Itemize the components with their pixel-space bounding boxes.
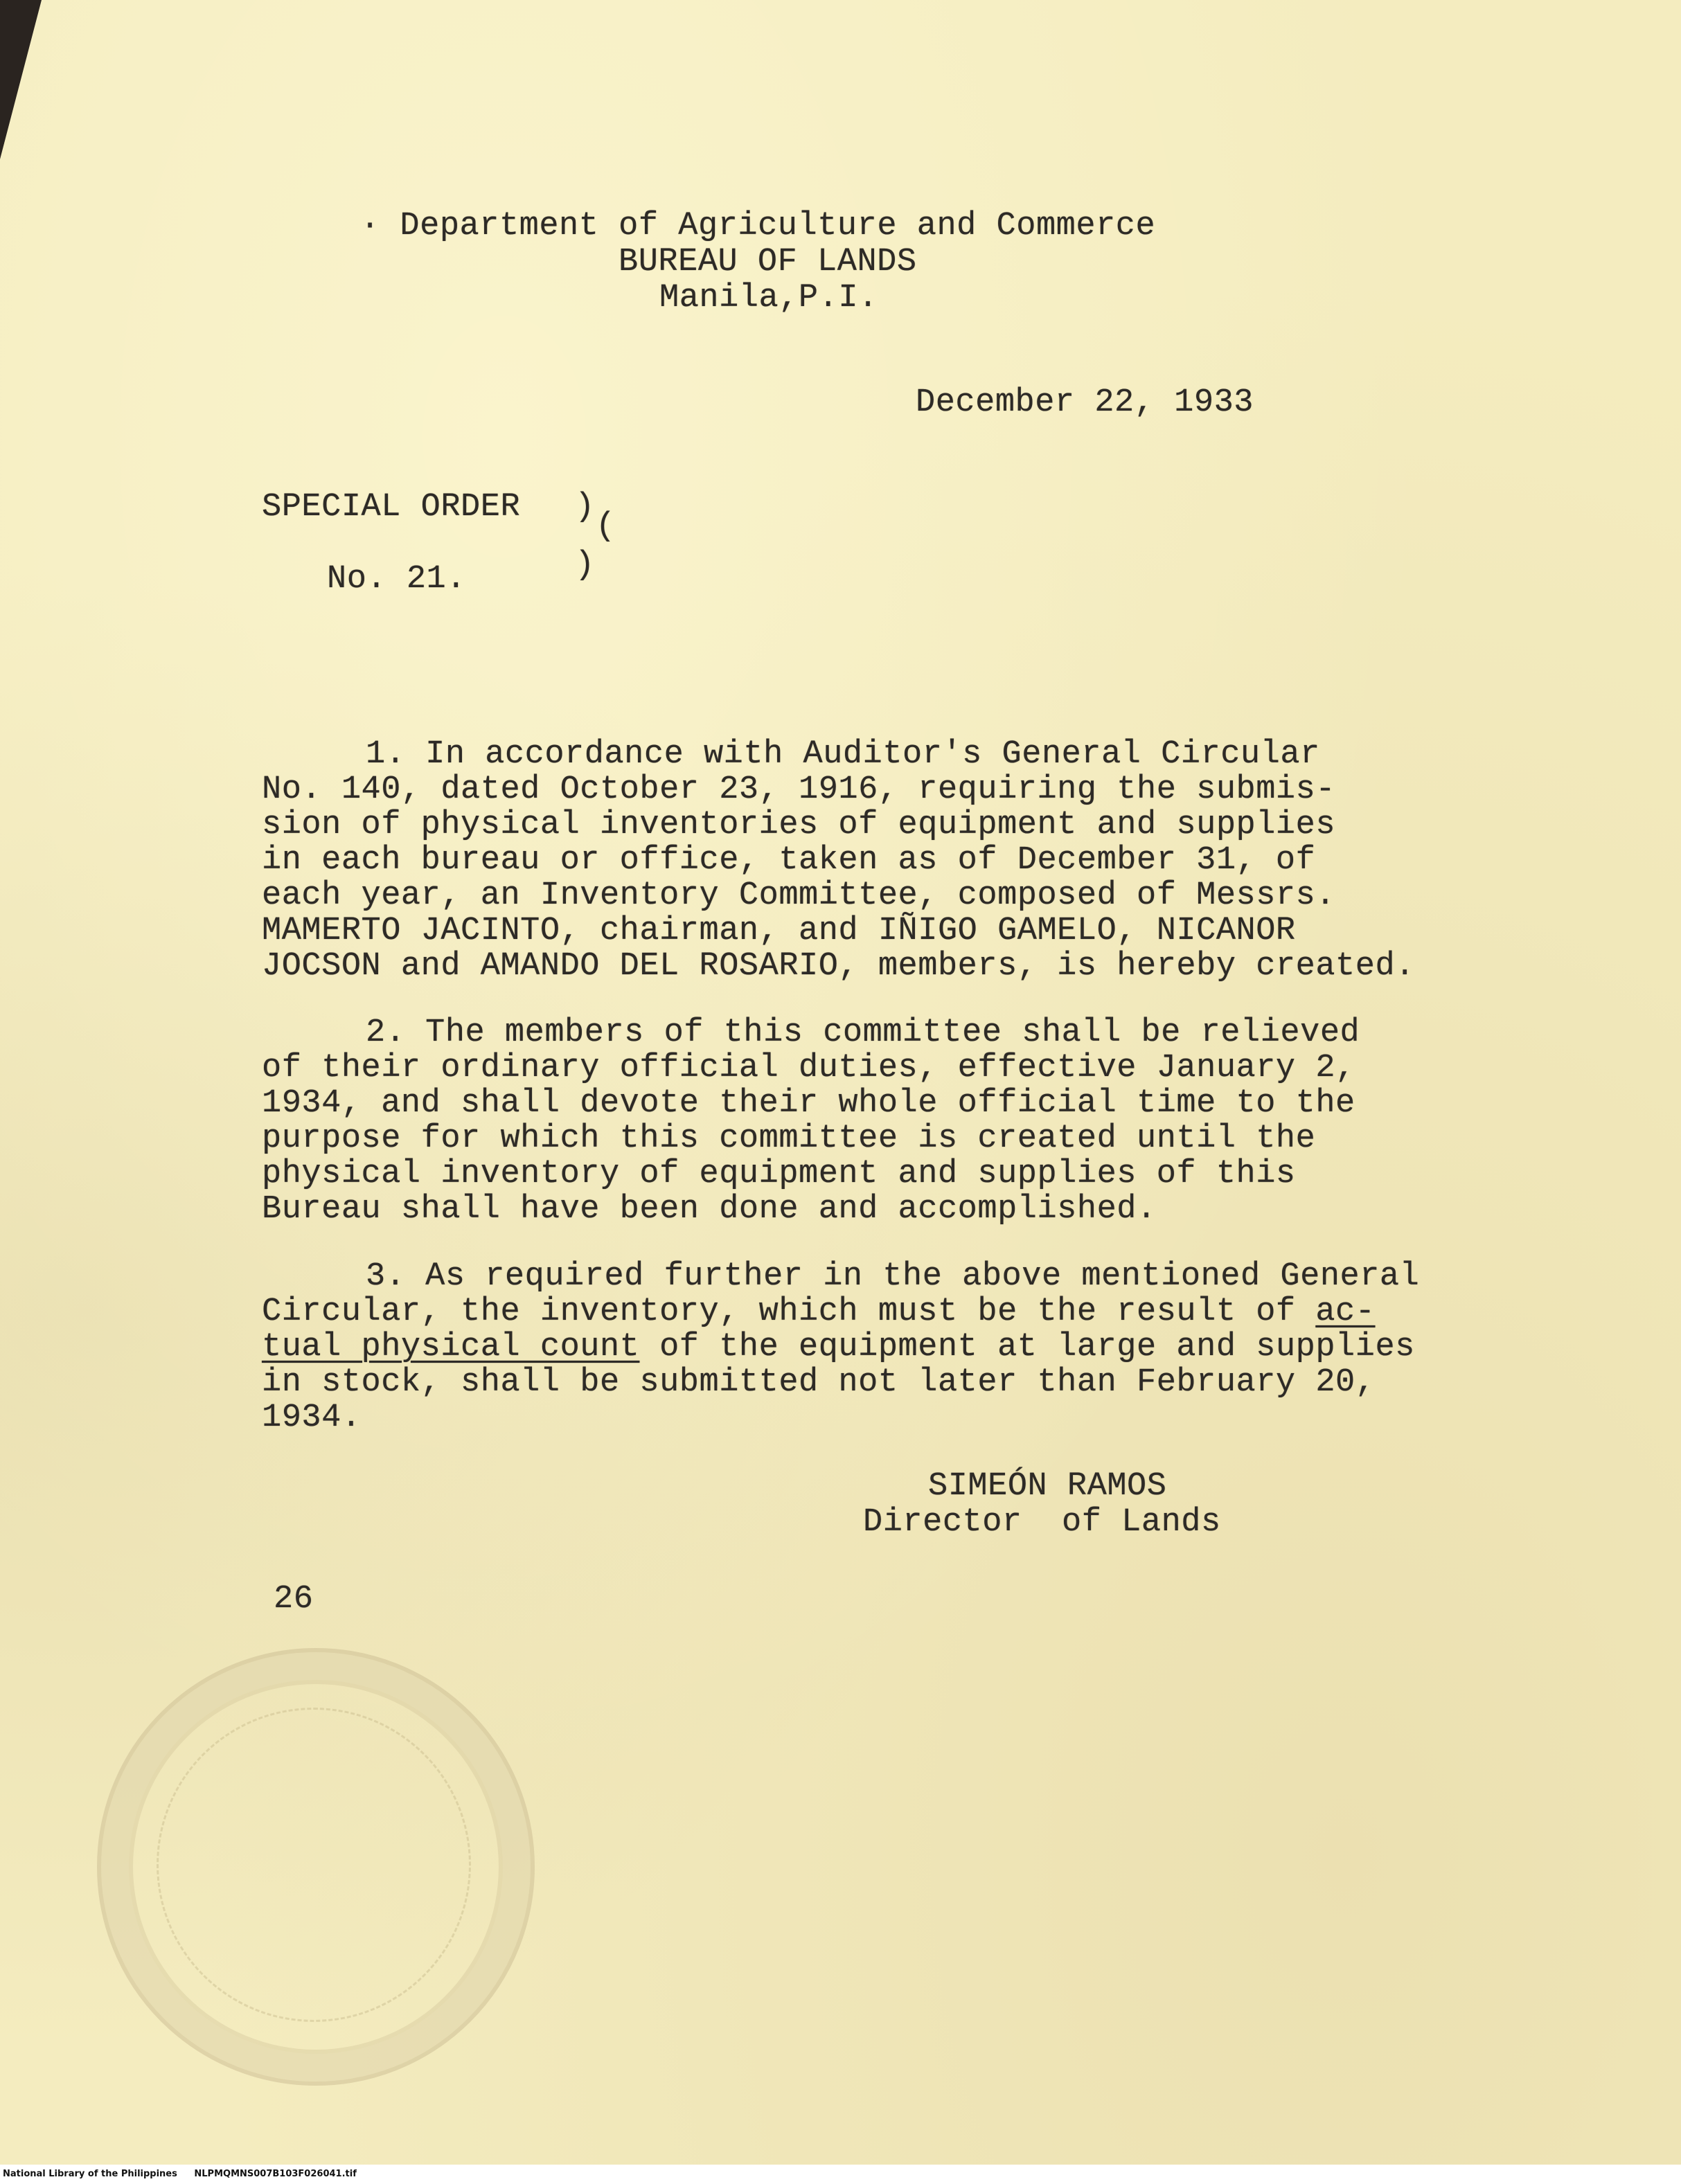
- paragraph-3-line: 1934.: [262, 1399, 362, 1436]
- letterhead-department: · Department of Agriculture and Commerce: [360, 208, 1156, 244]
- paragraph-2-line: 1934, and shall devote their whole official time to the: [262, 1085, 1355, 1122]
- special-order-number: No. 21.: [327, 561, 466, 598]
- paragraph-2-line: purpose for which this committee is created until the: [262, 1120, 1316, 1157]
- signature-name: SIMEÓN RAMOS: [928, 1468, 1167, 1505]
- paragraph-1-line: No. 140, dated October 23, 1916, requiring the submis-: [262, 771, 1336, 808]
- paragraph-2-line: Bureau shall have been done and accomplished.: [262, 1191, 1157, 1228]
- letterhead-bureau: BUREAU OF LANDS: [619, 244, 917, 280]
- paragraph-2-line: of their ordinary official duties, effective January 2,: [262, 1050, 1355, 1086]
- paragraph-1-line: JOCSON and AMANDO DEL ROSARIO, members, is hereby created.: [262, 948, 1415, 985]
- paragraph-3-line: [262, 1294, 1419, 1330]
- paragraph-3-line: 3. As required further in the above mentioned General: [366, 1258, 1420, 1295]
- paragraph-1-line: 1. In accordance with Auditor's General Circular: [366, 736, 1320, 773]
- paragraph-1-line: MAMERTO JACINTO, chairman, and IÑIGO GAMELO, NICANOR: [262, 913, 1296, 949]
- embossed-seal-inner-ring: [157, 1708, 471, 2022]
- paragraph-1-line: each year, an Inventory Committee, composed of Messrs.: [262, 877, 1336, 914]
- document-date: December 22, 1933: [916, 384, 1254, 421]
- paragraph-3-line: in stock, shall be submitted not later than February 20,: [262, 1364, 1376, 1401]
- bracket-top: ): [575, 489, 595, 526]
- paragraph-2-line: physical inventory of equipment and supplies of this: [262, 1156, 1296, 1192]
- letterhead-location: Manila,P.I.: [659, 280, 878, 316]
- bracket-bottom: ): [575, 547, 595, 584]
- signature-title: Director of Lands: [863, 1504, 1221, 1541]
- paragraph-3-text: of the equipment at large and supplies: [639, 1329, 1415, 1366]
- scan-footer: [0, 2165, 1681, 2184]
- paragraph-2-line: 2. The members of this committee shall be relieved: [366, 1014, 1360, 1051]
- torn-corner: [0, 0, 42, 159]
- embossed-seal: [97, 1648, 535, 2086]
- footer-library: National Library of the Philippines: [3, 2169, 177, 2179]
- page-number: 26: [274, 1581, 314, 1618]
- special-order-title: SPECIAL ORDER: [262, 489, 521, 526]
- footer-file-id: NLPMQMNS007B103F026041.tif: [194, 2169, 357, 2179]
- bracket-mid: (: [596, 508, 616, 545]
- paragraph-3-text: Circular, the inventory, which must be the result of: [262, 1294, 1316, 1330]
- paragraph-3: [262, 1185, 1419, 1509]
- underlined-text: tual physical count: [262, 1329, 640, 1366]
- underlined-text: ac-: [1315, 1294, 1376, 1330]
- paragraph-1-line: in each bureau or office, taken as of December 31, of: [262, 842, 1316, 879]
- paragraph-3-line: [262, 1330, 1419, 1365]
- paragraph-1-line: sion of physical inventories of equipment and supplies: [262, 807, 1336, 843]
